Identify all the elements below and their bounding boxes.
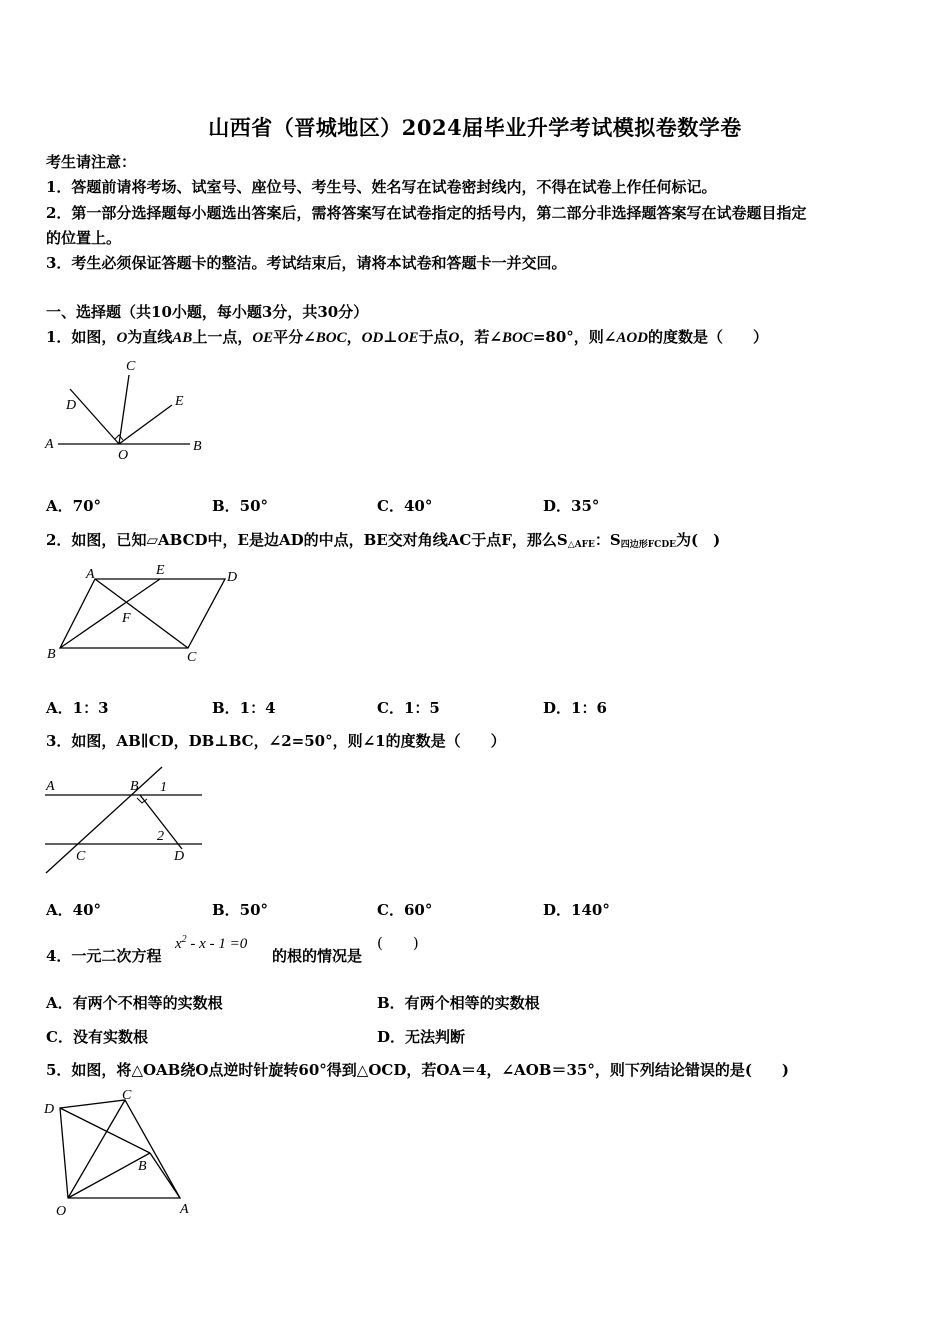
question-3-option-c[interactable]: C．60°: [377, 901, 433, 919]
label-b: B: [47, 647, 56, 662]
label-a: A: [45, 437, 54, 452]
question-3-option-a[interactable]: A．40°: [46, 901, 102, 919]
label-o: O: [118, 448, 129, 463]
question-4-option-a[interactable]: A．有两个不相等的实数根: [46, 994, 223, 1012]
question-2-figure: [40, 560, 250, 670]
label-a: A: [46, 779, 55, 794]
question-4-option-b[interactable]: B．有两个相等的实数根: [377, 994, 540, 1012]
label-b: B: [138, 1159, 147, 1174]
question-2-option-a[interactable]: A．1：3: [46, 699, 109, 717]
label-d: D: [66, 398, 77, 413]
question-5-stem: 5．如图，将△OAB绕O点逆时针旋转60°得到△OCD，若OA＝4，∠AOB＝35°，则下列结论错误的是( ): [46, 1061, 790, 1079]
segment-ba: [150, 1153, 180, 1198]
question-4-equation: $x^2 - x - 1 =0$: [175, 934, 248, 952]
question-1-stem: 1．如图，O为直线AB上一点，OE平分∠BOC，OD⊥OE于点O，若∠BOC=80°，则∠AOD的度数是（ ）: [46, 328, 769, 346]
question-3-option-b[interactable]: B．50°: [212, 901, 269, 919]
question-5-figure: [40, 1088, 200, 1223]
question-1-option-d[interactable]: D．35°: [543, 497, 600, 515]
question-4-paren: ( ): [377, 934, 419, 952]
question-2-option-b[interactable]: B．1：4: [212, 699, 276, 717]
notice-item-2: 2．第一部分选择题每小题选出答案后，需将答案写在试卷指定的括号内，第二部分非选择题答案写在试卷题目指定: [46, 204, 807, 222]
segment-db: [60, 1108, 150, 1153]
ray-od: [70, 389, 119, 444]
question-3-figure: [40, 762, 210, 877]
question-1-option-a[interactable]: A．70°: [46, 497, 102, 515]
label-angle-2: 2: [157, 829, 164, 844]
label-c: C: [187, 650, 197, 665]
question-2-option-c[interactable]: C．1：5: [377, 699, 440, 717]
label-o: O: [56, 1204, 67, 1219]
label-d: D: [227, 570, 238, 585]
label-angle-1: 1: [160, 780, 167, 795]
outline: [60, 1100, 180, 1198]
notice-item-3: 3．考生必须保证答题卡的整洁。考试结束后，请将本试卷和答题卡一并交回。: [46, 254, 567, 272]
label-c: C: [126, 359, 136, 374]
label-d: D: [44, 1102, 55, 1117]
line-bc: [46, 767, 162, 873]
question-1-figure: [40, 355, 220, 465]
right-angle-mark: [115, 435, 123, 440]
label-c: C: [122, 1088, 132, 1103]
label-b: B: [193, 439, 202, 454]
label-d: D: [174, 849, 185, 864]
section-heading: 一、选择题（共10小题，每小题3分，共30分）: [46, 303, 369, 321]
label-e: E: [175, 394, 184, 409]
question-3-stem: 3．如图，AB∥CD，DB⊥BC，∠2=50°，则∠1的度数是（ ）: [46, 732, 506, 750]
label-e: E: [156, 563, 165, 578]
ray-oe: [119, 405, 172, 444]
question-1-option-b[interactable]: B．50°: [212, 497, 269, 515]
question-4-option-d[interactable]: D．无法判断: [377, 1028, 466, 1046]
notice-heading: 考生请注意：: [46, 153, 137, 171]
question-4-option-c[interactable]: C．没有实数根: [46, 1028, 148, 1046]
segment-oc: [68, 1100, 125, 1198]
question-2-stem: 2．如图，已知▱ABCD中，E是边AD的中点，BE交对角线AC于点F，那么$S_{\triangle AFE}$：$S_{四边形FCDE}$为( ): [46, 531, 721, 550]
question-1-option-c[interactable]: C．40°: [377, 497, 433, 515]
question-4-stem-start: 4．一元二次方程: [46, 947, 162, 965]
question-3-option-d[interactable]: D．140°: [543, 901, 610, 919]
label-a: A: [180, 1202, 189, 1217]
label-c: C: [76, 849, 86, 864]
ray-oc: [119, 375, 129, 444]
label-a: A: [86, 567, 95, 582]
notice-item-1: 1．答题前请将考场、试室号、座位号、考生号、姓名写在试卷密封线内，不得在试卷上作任何标记。: [46, 178, 717, 196]
label-b: B: [130, 779, 139, 794]
question-4-stem-end: 的根的情况是: [272, 947, 363, 965]
question-2-option-d[interactable]: D．1：6: [543, 699, 607, 717]
page-title: 山西省（晋城地区）2024届毕业升学考试模拟卷数学卷: [208, 115, 742, 140]
notice-item-2-cont: 的位置上。: [46, 229, 122, 247]
label-f: F: [122, 611, 131, 626]
